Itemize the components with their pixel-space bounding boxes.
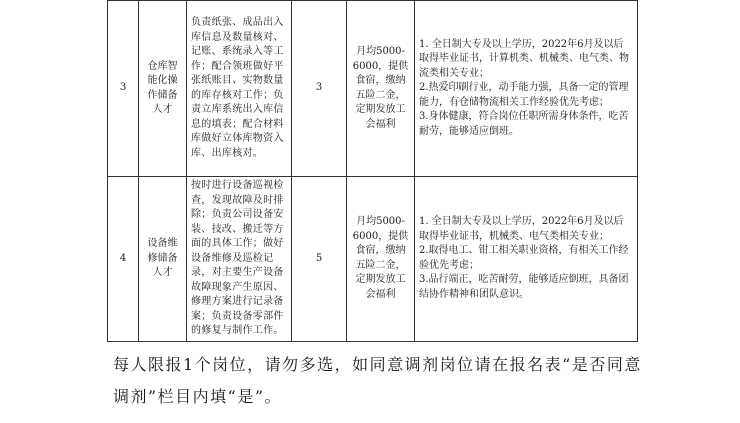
row-number: 3 <box>108 1 139 177</box>
headcount: 5 <box>292 177 347 342</box>
job-duties: 按时进行设备巡视检查，发现故障及时排除；负责公司设备安装、技改、搬迁等方面的具体工作；做好设备维修及巡检记录，对主要生产设备故障现象产生原因、修理方案进行记录备案；负责设备零部件的修复与制作工作。 <box>187 177 292 342</box>
requirement-item: 1. 全日制大专及以上学历，2022年6月及以后取得毕业证书，机械类、电气类相关专业； <box>419 216 624 242</box>
salary-benefits: 月均5000-6000，提供食宿，缴纳五险二金，定期发放工会福利 <box>347 1 415 177</box>
requirement-item: 2.热爱印刷行业，动手能力强，具备一定的管理能力，有仓储物流相关工作经验优先考虑； <box>419 82 629 108</box>
table-row <box>108 1 638 177</box>
requirements <box>415 1 638 177</box>
salary-benefits: 月均5000-6000，提供食宿，缴纳五险二金，定期发放工会福利 <box>347 177 415 342</box>
positions-table <box>107 0 638 342</box>
position-name: 仓库智能化操作储备人才 <box>139 1 187 177</box>
table-row <box>108 177 638 342</box>
requirement-item: 2.取得电工、钳工相关职业资格，有相关工作经验优先考虑； <box>419 245 629 271</box>
requirement-item: 3.身体健康，符合岗位任职所需身体条件，吃苦耐劳，能够适应倒班。 <box>419 111 629 137</box>
application-note: 每人限报1个岗位，请勿多选，如同意调剂岗位请在报名表“是否同意调剂”栏目内填“是”。 <box>113 355 642 406</box>
requirement-item: 1. 全日制大专及以上学历，2022年6月及以后取得毕业证书，计算机类、机械类、电气类、物流类相关专业； <box>419 38 629 79</box>
job-duties: 负责纸张、成品出入库信息及数量核对、记账、系统录入等工作；配合领班做好平张纸账目、实物数量的库存核对工作；负责立库系统出入库信息的填表；配合材料库做好立体库物资入库、出库核对。 <box>187 1 292 177</box>
headcount: 3 <box>292 1 347 177</box>
requirements <box>415 177 638 342</box>
requirement-item: 3.品行端正，吃苦耐劳，能够适应倒班，具备团结协作精神和团队意识。 <box>419 274 629 300</box>
row-number: 4 <box>108 177 139 342</box>
position-name: 设备维修储备人才 <box>139 177 187 342</box>
